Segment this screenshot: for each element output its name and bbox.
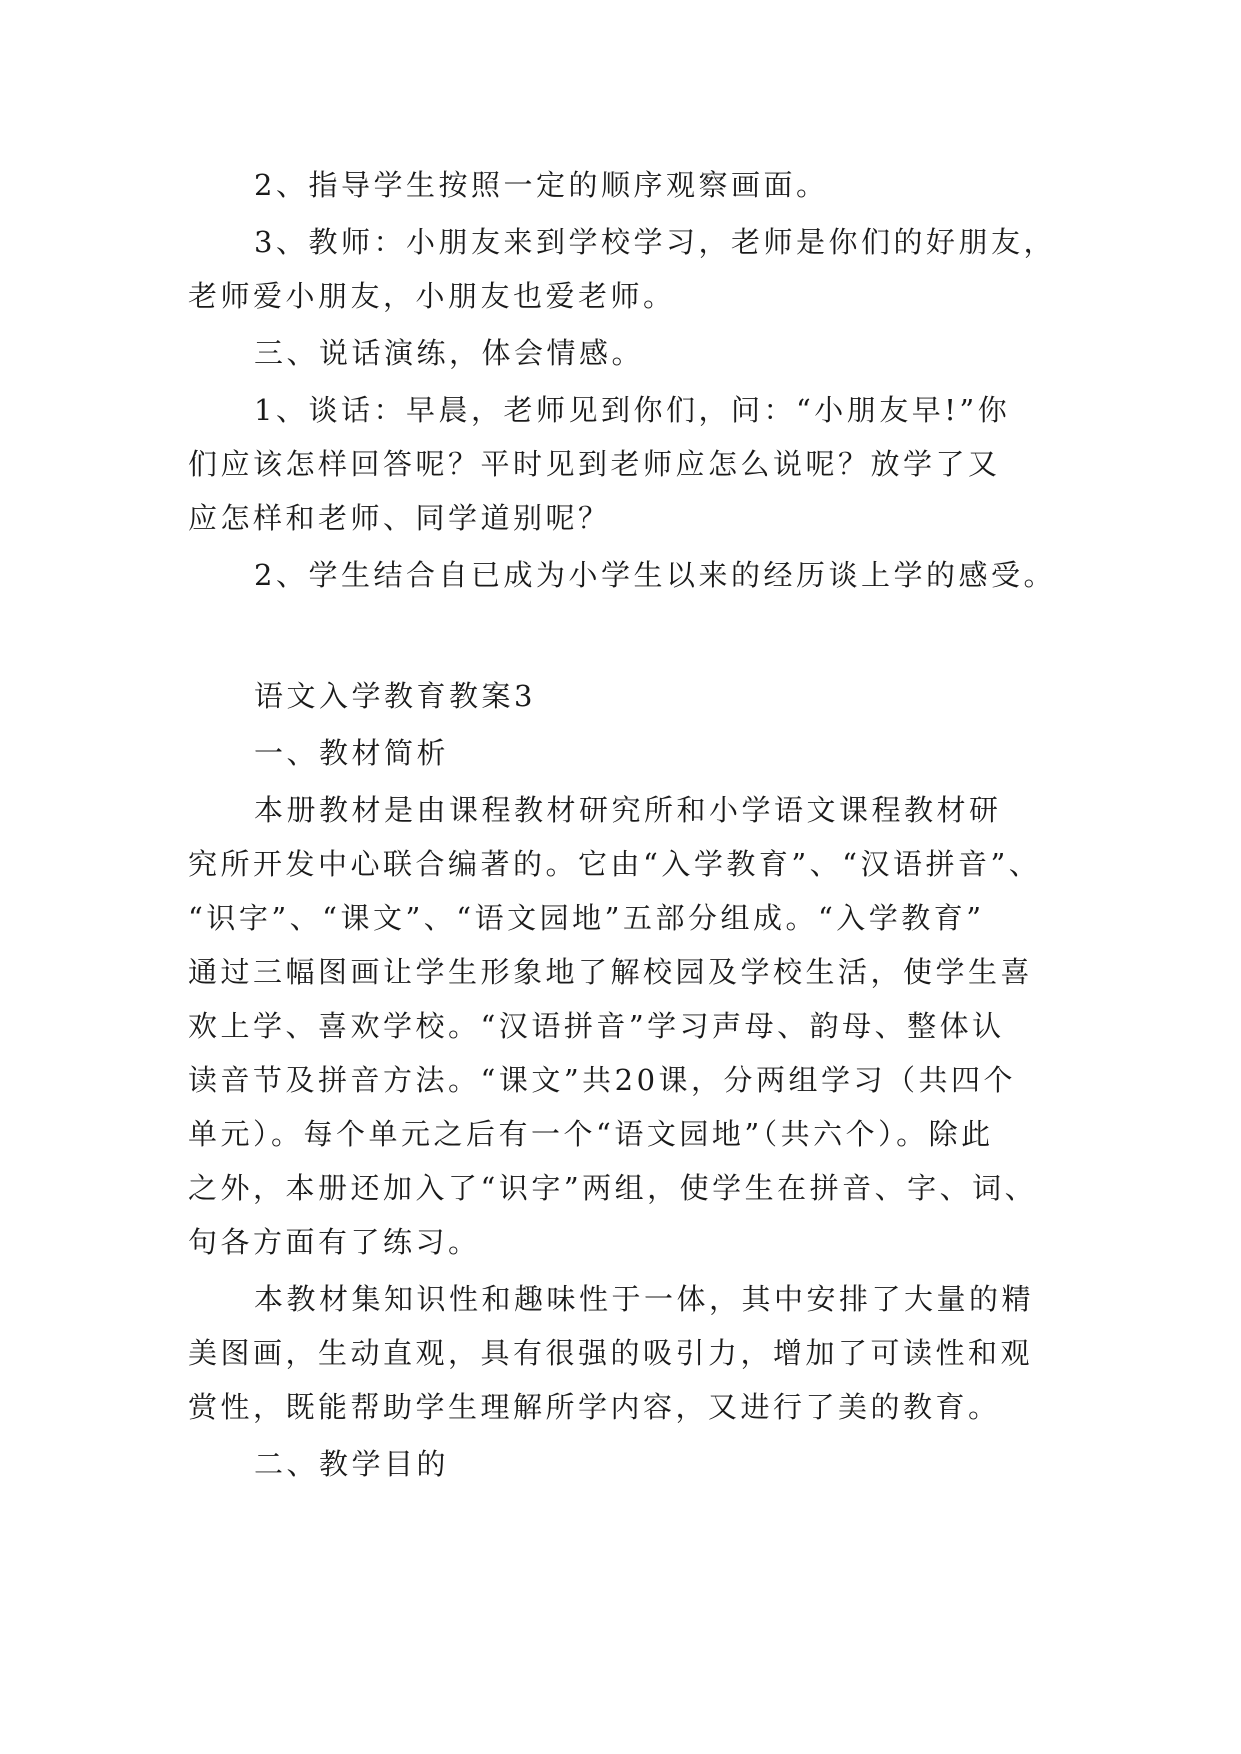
paragraph-textbook-continued: 读音节及拼音方法。“课文”共20课，分两组学习（共四个 (188, 1063, 1017, 1097)
paragraph-features-continued: 美图画，生动直观，具有很强的吸引力，增加了可读性和观 (188, 1336, 1034, 1370)
paragraph-step-1-talk: 1、谈话：早晨，老师见到你们，问：“小朋友早!”你 (254, 393, 1011, 427)
section-heading-2: 二、教学目的 (254, 1447, 450, 1481)
paragraph-step-3-continued: 老师爱小朋友，小朋友也爱老师。 (188, 279, 676, 313)
section-heading-3: 三、说话演练，体会情感。 (254, 336, 645, 370)
paragraph-textbook-continued: 究所开发中心联合编著的。它由“入学教育”、“汉语拼音”、 (188, 847, 1042, 881)
paragraph-textbook-intro: 本册教材是由课程教材研究所和小学语文课程教材研 (254, 793, 1002, 827)
section-heading-1: 一、教材简析 (254, 736, 450, 770)
paragraph-step-3-teacher: 3、教师：小朋友来到学校学习，老师是你们的好朋友， (254, 225, 1056, 259)
paragraph-features-continued: 赏性，既能帮助学生理解所学内容，又进行了美的教育。 (188, 1390, 1001, 1424)
paragraph-step-2-observe: 2、指导学生按照一定的顺序观察画面。 (254, 168, 829, 202)
paragraph-textbook-continued: 通过三幅图画让学生形象地了解校园及学校生活，使学生喜 (188, 955, 1034, 989)
paragraph-textbook-features: 本教材集知识性和趣味性于一体，其中安排了大量的精 (254, 1282, 1035, 1316)
paragraph-textbook-continued: 之外，本册还加入了“识字”两组，使学生在拼音、字、词、 (188, 1171, 1038, 1205)
paragraph-textbook-continued: 句各方面有了练习。 (188, 1225, 481, 1259)
paragraph-textbook-continued: 欢上学、喜欢学校。“汉语拼音”学习声母、韵母、整体认 (188, 1009, 1005, 1043)
paragraph-textbook-continued: “识字”、“课文”、“语文园地”五部分组成。“入学教育” (188, 901, 985, 935)
paragraph-textbook-continued: 单元）。每个单元之后有一个“语文园地”（共六个）。除此 (188, 1117, 994, 1151)
paragraph-step-1-continued: 应怎样和老师、同学道别呢？ (188, 501, 611, 535)
paragraph-step-1-continued: 们应该怎样回答呢？平时见到老师应怎么说呢？放学了又 (188, 447, 1001, 481)
paragraph-step-2-feelings: 2、学生结合自已成为小学生以来的经历谈上学的感受。 (254, 558, 1056, 592)
lesson-title: 语文入学教育教案3 (254, 679, 536, 713)
